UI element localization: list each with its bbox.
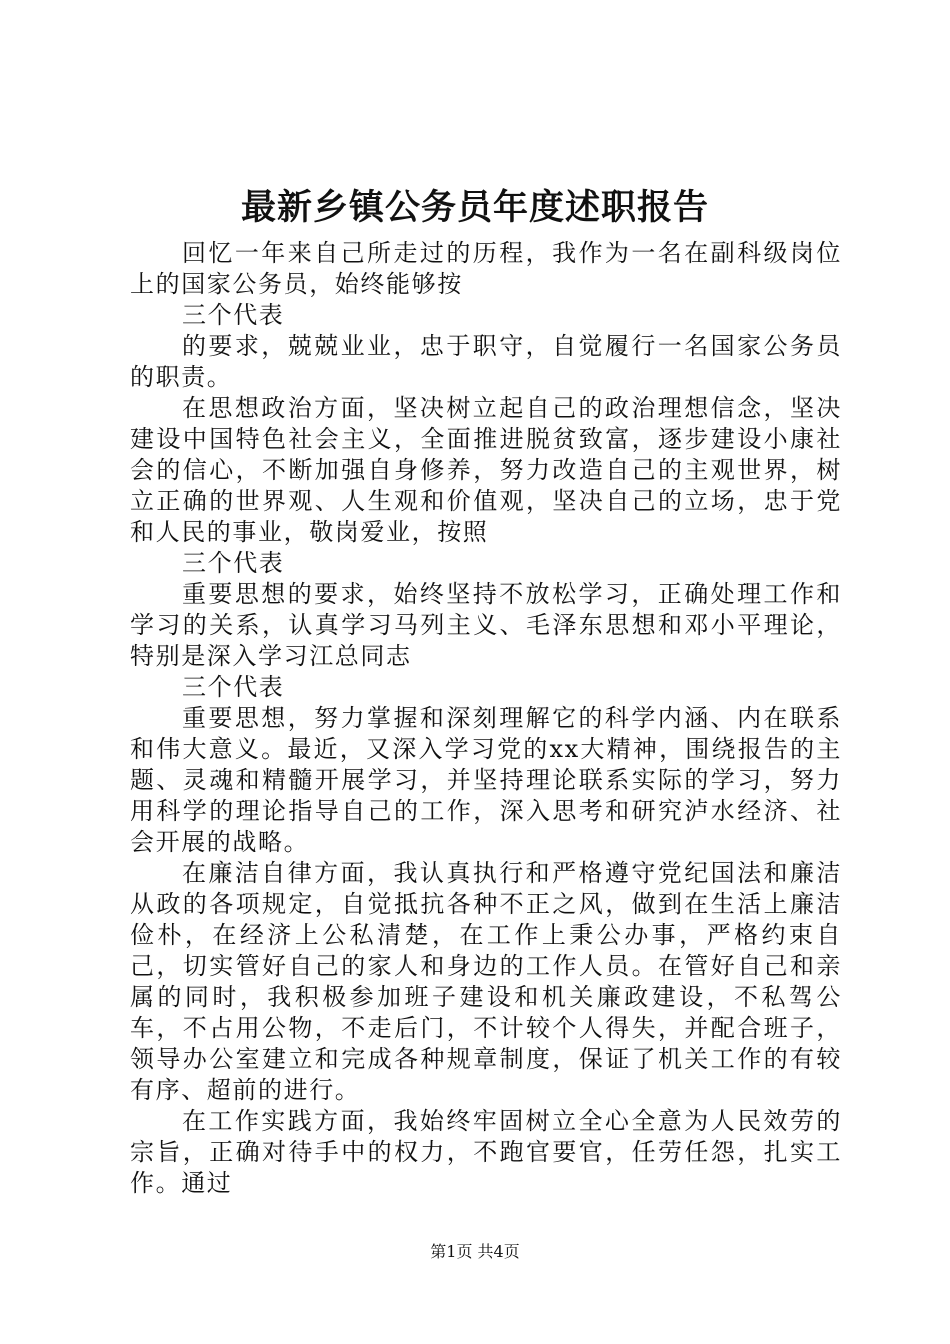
paragraph: 在廉洁自律方面，我认真执行和严格遵守党纪国法和廉洁从政的各项规定，自觉抵抗各种不正之风，做到在生活上廉洁俭朴，在经济上公私清楚，在工作上秉公办事，严格约束自己，切实管好自己的家人和身边的工作人员。在管好自己和亲属的同时，我积极参加班子建设和机关廉政建设，不私驾公车，不占用公物，不走后门，不计较个人得失，并配合班子，领导办公室建立和完成各种规章制度，保证了机关工作的有较有序、超前的进行。	[130, 859, 842, 1104]
paragraph: 重要思想的要求，始终坚持不放松学习，正确处理工作和学习的关系，认真学习马列主义、毛泽东思想和邓小平理论，特别是深入学习江总同志	[130, 580, 842, 670]
page-number-footer: 第1页 共4页	[430, 1242, 520, 1261]
document-title: 最新乡镇公务员年度述职报告	[240, 187, 709, 228]
paragraph: 在思想政治方面，坚决树立起自己的政治理想信念，坚决建设中国特色社会主义，全面推进脱贫致富，逐步建设小康社会的信心，不断加强自身修养，努力改造自己的主观世界，树立正确的世界观、人生观和价值观，坚决自己的立场，忠于党和人民的事业，敬岗爱业，按照	[130, 394, 842, 546]
paragraph: 三个代表	[182, 549, 285, 577]
paragraph: 回忆一年来自己所走过的历程，我作为一名在副科级岗位上的国家公务员，始终能够按	[130, 239, 842, 298]
document-body	[130, 238, 842, 1199]
paragraph: 在工作实践方面，我始终牢固树立全心全意为人民效劳的宗旨，正确对待手中的权力，不跑官要官，任劳任怨，扎实工作。通过	[130, 1107, 842, 1197]
paragraph: 三个代表	[182, 673, 285, 701]
paragraph: 重要思想，努力掌握和深刻理解它的科学内涵、内在联系和伟大意义。最近，又深入学习党的xx大精神，围绕报告的主题、灵魂和精髓开展学习，并坚持理论联系实际的学习，努力用科学的理论指导自己的工作，深入思考和研究泸水经济、社会开展的战略。	[130, 704, 842, 856]
paragraph: 三个代表	[182, 301, 285, 329]
paragraph: 的要求，兢兢业业，忠于职守，自觉履行一名国家公务员的职责。	[130, 332, 842, 391]
